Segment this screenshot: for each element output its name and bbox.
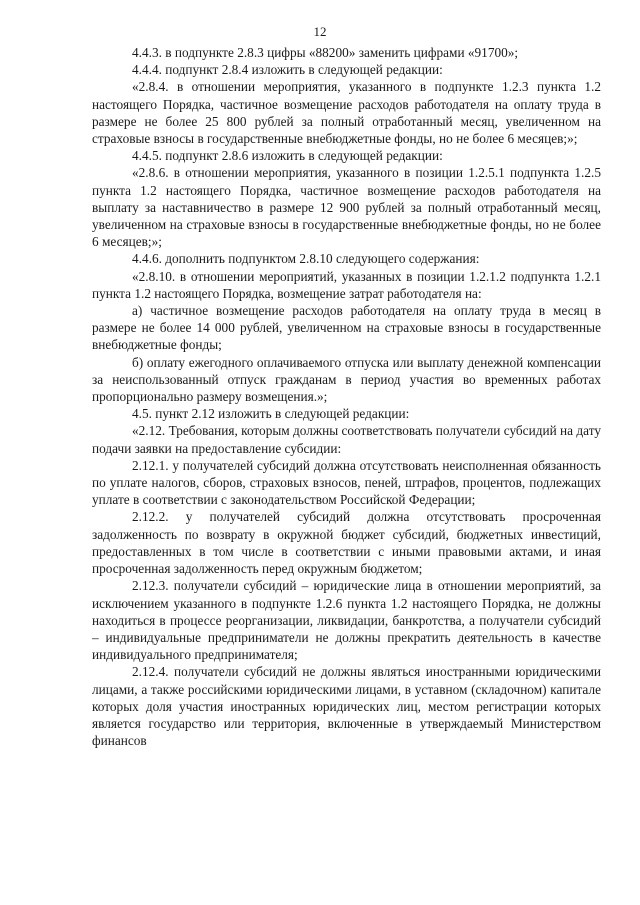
- paragraph-4-5: 4.5. пункт 2.12 изложить в следующей редакции:: [132, 406, 410, 422]
- paragraph-2-12-3: 2.12.3. получатели субсидий – юридические лица в отношении мероприятий, за исключением указанного в подпункте 1.2.6 пункта 1.2 настоящего Порядка, не должны находиться в процессе реорганизации, ликвидации, банкротства, а получатели субсидий – индивидуальные предприниматели не должны прекратить деятельность в качестве индивидуального предпринимателя;: [92, 578, 601, 663]
- page-number: 12: [313, 24, 327, 39]
- paragraph-4-4-5: 4.4.5. подпункт 2.8.6 изложить в следующей редакции:: [132, 148, 443, 164]
- paragraph-2-12: «2.12. Требования, которым должны соответствовать получатели субсидий на дату подачи заявки на предоставление субсидии:: [92, 423, 601, 456]
- paragraph-2-12-1: 2.12.1. у получателей субсидий должна отсутствовать неисполненная обязанность по уплате налогов, сборов, страховых взносов, пеней, штрафов, процентов, подлежащих уплате в соответствии с законодательством Российской Федерации;: [92, 457, 601, 508]
- paragraph-2-12-2: 2.12.2. у получателей субсидий должна отсутствовать просроченная задолженность по возврату в окружной бюджет субсидий, бюджетных инвестиций, предоставленных в том числе в соответствии с иными правовыми актами, и иная просроченная задолженность перед окружным бюджетом;: [92, 509, 601, 577]
- paragraph-2-12-4: 2.12.4. получатели субсидий не должны являться иностранными юридическими лицами, а также российскими юридическими лицами, в уставном (складочном) капитале которых доля участия иностранных юридических лиц, местом регистрации которых является государство или территория, включенные в утверждаемый Министерством финансов: [92, 664, 601, 749]
- document-body: [92, 44, 601, 749]
- paragraph-2-8-10-b: б) оплату ежегодного оплачиваемого отпуска или выплату денежной компенсации за неиспользованный отпуск гражданам в период участия во временных работах пропорционально размеру возмещения.»;: [92, 354, 601, 405]
- paragraph-4-4-3: 4.4.3. в подпункте 2.8.3 цифры «88200» заменить цифрами «91700»;: [132, 45, 519, 60]
- paragraph-2-8-10: «2.8.10. в отношении мероприятий, указанных в позиции 1.2.1.2 подпункта 1.2.1 пункта 1.2 настоящего Порядка, возмещение затрат работодателя на:: [92, 268, 601, 301]
- paragraph-2-8-4: «2.8.4. в отношении мероприятия, указанного в подпункте 1.2.3 пункта 1.2 настоящего Порядка, частичное возмещение расходов работодателя на оплату труда в размере не более 25 800 рублей за полный отработанный месяц, увеличенном на страховые взносы в государственные внебюджетные фонды, но не более 6 месяцев;»;: [92, 79, 601, 147]
- paragraph-2-8-6: «2.8.6. в отношении мероприятия, указанного в позиции 1.2.5.1 подпункта 1.2.5 пункта 1.2 настоящего Порядка, частичное возмещение расходов работодателя на выплату за наставничество в размере 12 900 рублей за полный отработанный месяц, увеличенном на страховые взносы в государственные внебюджетные фонды, но не более 6 месяцев;»;: [92, 165, 601, 250]
- paragraph-4-4-6: 4.4.6. дополнить подпунктом 2.8.10 следующего содержания:: [132, 251, 480, 267]
- paragraph-2-8-10-a: а) частичное возмещение расходов работодателя на оплату труда в месяц в размере не более 14 000 рублей, увеличенном на страховые взносы в государственные внебюджетные фонды;: [92, 303, 601, 353]
- paragraph-4-4-4: 4.4.4. подпункт 2.8.4 изложить в следующей редакции:: [132, 62, 443, 78]
